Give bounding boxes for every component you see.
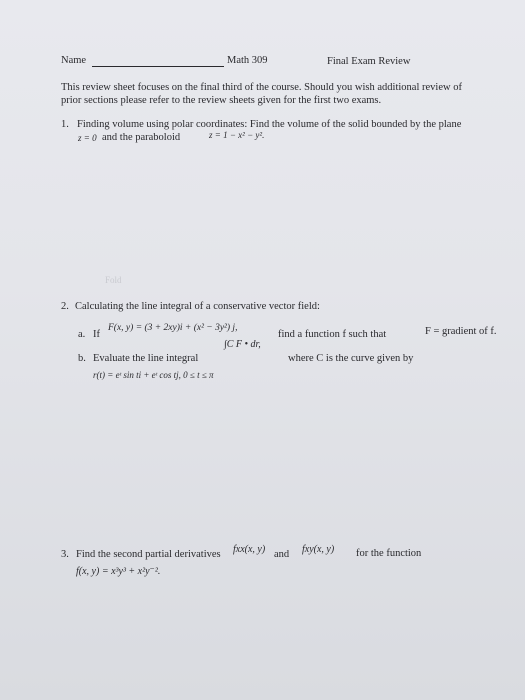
problem-1-paraboloid: z = 1 − x² − y². xyxy=(209,130,265,140)
problem-2a-find: find a function f such that xyxy=(278,329,387,340)
bleed-through-text: Fold xyxy=(105,275,122,285)
problem-2a-if: If xyxy=(93,329,100,340)
course-number: Math 309 xyxy=(227,55,268,66)
problem-2a-label: a. xyxy=(78,329,86,340)
name-label: Name xyxy=(61,55,87,66)
name-blank-line xyxy=(92,66,224,67)
problem-3-for: for the function xyxy=(356,548,422,559)
problem-2b-where: where C is the curve given by xyxy=(288,353,414,364)
fxy-notation: fxy(x, y) xyxy=(302,544,335,555)
intro-line-2: prior sections please refer to the review sheets given for the first two exams. xyxy=(61,95,382,106)
problem-2-text: Calculating the line integral of a conservative vector field: xyxy=(75,301,320,312)
line-integral-formula: ∫C F • dr, xyxy=(224,339,261,350)
problem-3-and: and xyxy=(274,549,290,560)
fxx-notation: fxx(x, y) xyxy=(233,544,266,555)
vector-field-formula: F(x, y) = (3 + 2xy)i + (x² − 3y²) j, xyxy=(108,323,238,333)
problem-2b-label: b. xyxy=(78,353,86,364)
document-title: Final Exam Review xyxy=(327,56,411,67)
problem-3-text: Find the second partial derivatives xyxy=(76,549,221,560)
problem-1-text: Finding volume using polar coordinates: Find the volume of the solid bounded by the plane xyxy=(77,119,462,130)
problem-2a-gradient: F = gradient of f. xyxy=(425,326,497,337)
problem-2b-text: Evaluate the line integral xyxy=(93,353,199,364)
curve-parametrization: r(t) = eᵗ sin ti + eᵗ cos tj, 0 ≤ t ≤ π xyxy=(93,370,214,380)
function-definition: f(x, y) = x³y³ + x²y⁻². xyxy=(76,566,161,577)
problem-3-number: 3. xyxy=(61,549,69,560)
problem-1-plane: z = 0 xyxy=(78,133,97,143)
intro-line-1: This review sheet focuses on the final third of the course. Should you wish additional review of xyxy=(61,82,462,93)
problem-1-number: 1. xyxy=(61,119,69,130)
problem-2-number: 2. xyxy=(61,301,69,312)
problem-1-and: and the paraboloid xyxy=(102,132,181,143)
